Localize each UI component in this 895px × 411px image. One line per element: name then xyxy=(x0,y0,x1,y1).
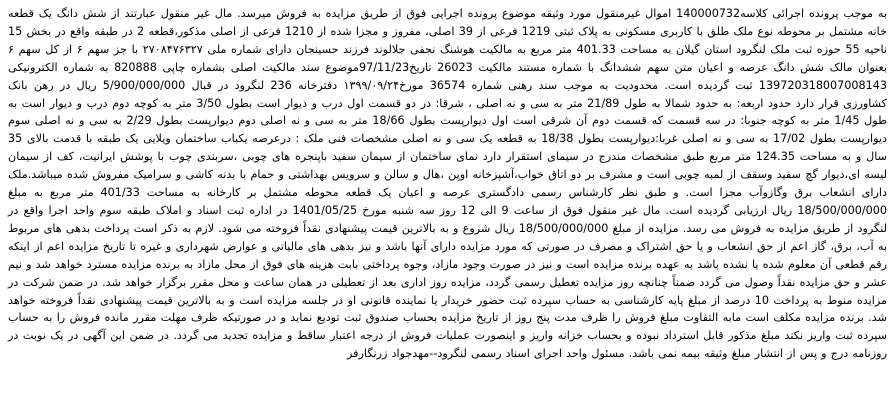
auction-notice-text: به موجب پرونده اجرائی کلاسه140000732 اموال غیرمنقول مورد وثیقه موضوع پرونده اجرایی فوق از طریق مزایده به فروش میرسد. مال غیر منقول عبارتند از شش دانگ یک قطعه خانه مشتمل بر محوطه نوع ملک طلق با کاربری مسکونی به پلاک ثبتی 1219 فرعی از 39 اصلی، مفروز و مجزا شده از 1210 فرعی از اصلی مذکور،قطعه 2 در طبقه واقع در بخش 15 ناحیه 55 حوزه ثبت ملک لنگرود استان گیلان به مساحت 401.33 متر مربع به مالکیت هوشنگ نجفی جلالوند فرزند حسینجان دارای شماره ملی ۲۷۰۸۴۷۶۳۲۷ با جز سهم ۶ از کل سهم ۶ بعنوان مالک شش دانگ عرصه و اعیان متن سهم ششدانگ با شماره مستند مالکیت 26023 تاریخ97/11/23موضوع سند مالکیت اصلی بشماره چاپی 820888 به شماره الکترونیکی 139720318007008143 ثبت گردیده است. محدودیت به موجب سند رهنی شماره 36574 مورخ۱۳۹۹/۰۹/۲۴ دفترخانه 236 لنگرود در قبال 5/900/000/000 ریال در رهن بانک کشاورزی قرار دارد حدود اربعه: به حدود شمالا به طول 21/89 متر به سی و نه اصلی ، شرقا: در دو قسمت اول درب و دیوار است بطول 3/50 متر به کوچه دوم درب و دیوار است به طول 1/45 متر به کوچه جنوبا: در سه قسمت که قسمت دوم آن شرقی است اول دیوارپست بطول 18/66 متر به سی و نه اصلی دوم دیوارپست بطول 2/29 به سی و نه اصلی سوم دیوارپست بطول 17/02 به سی و نه اصلی غربا:دیوارپست بطول 18/38 به قطعه یک سی و نه اصلی مشخصات فنی ملک : درعرصه یکباب ساختمان ویلایی یک طبقه با قدمت بالای 35 سال و به مساحت 124.35 متر مربع طبق مشخصات مندرج در سیمای استقرار دارد نمای ساختمان از سیمان سفید باپنجره های چوبی ،سربندی چوب با پوشش ایرانیت، کف از سیمان لیسه ای،دیوار گچ سفید وسقف از لمبه چوبی است و مشرف بر دو اتاق خواب،آشپزخانه اوپن ،هال و سالن و سرویس بهداشتی و حمام با بدنه کاشی و سرامیک مفروش شده میباشد.ملک دارای انشعاب برق وگازوآب مجزا است. و طبق نظر کارشناس رسمی دادگستری عرصه و اعیان یک قطعه محوطه مشتمل بر کارخانه به مساحت 401/33 متر مربع به مبلغ 18/500/000/000 ریال ارزیابی گردیده است. مال غیر منقول فوق از ساعت 9 الی 12 روز سه شنبه مورخ 1401/05/25 در اداره ثبت اسناد و املاک طبقه سوم واحد اجرا واقع در لنگرود از طریق مزایده به فروش می رسد. مزایده از مبلغ 18/500/000/000 ریال شروع و به بالاترین قیمت پیشنهادی نقداً فروخته می شود. لازم به ذکر است پرداخت بدهی های مربوط به آب، برق، گاز اعم از حق انشعاب و یا حق اشتراک و مصرف در صورتی که مورد مزایده دارای آنها باشد و نیز بدهی های مالیاتی و عوارض شهرداری و غیره تا تاریخ مزایده اعم از اینکه رقم قطعی آن معلوم شده یا نشده باشد به عهده برنده مزایده است و نیز در صورت وجود مازاد، وجوه پرداختی بابت هزینه های فوق از محل مازاد به برنده مزایده مسترد خواهد شد و نیم عشر و حق مزایده نقداً وصول می گردد ضمناً چنانچه روز مزایده تعطیل رسمی گردد، مزایده روز اداری بعد از تعطیلی در همان ساعت و محل مقرر برگزار خواهد شد. در ضمن شرکت در مزایده منوط به پرداخت 10 درصد از مبلغ پایه کارشناسی به حساب سپرده ثبت حضور خریدار یا نماینده قانونی او در جلسه مزایده است و به بالاترین قیمت پیشنهادی نقداً فروخته خواهد شد. برنده مزایده مکلف است مابه التفاوت مبلغ فروش را ظرف مدت پنج روز از تاریخ مزایده بحساب صندوق ثبت تودیع نماید و در صورتیکه ظرف مهلت مقرر مانده فروش را به حساب سپرده ثبت واریز نکند مبلغ مذکور قابل استرداد نبوده و بحساب خزانه واریز و اینصورت عملیات فروش از درجه اعتبار ساقط و مزایده تجدید می گردد. در ضمن این آگهی در یک نوبت در روزنامه درج و پس از انتشار مبلغ وثیقه بیمه نمی باشد. مسئول واحد اجرای اسناد رسمی لنگرود--مهدجواد زرنگارفر xyxy=(8,7,888,361)
